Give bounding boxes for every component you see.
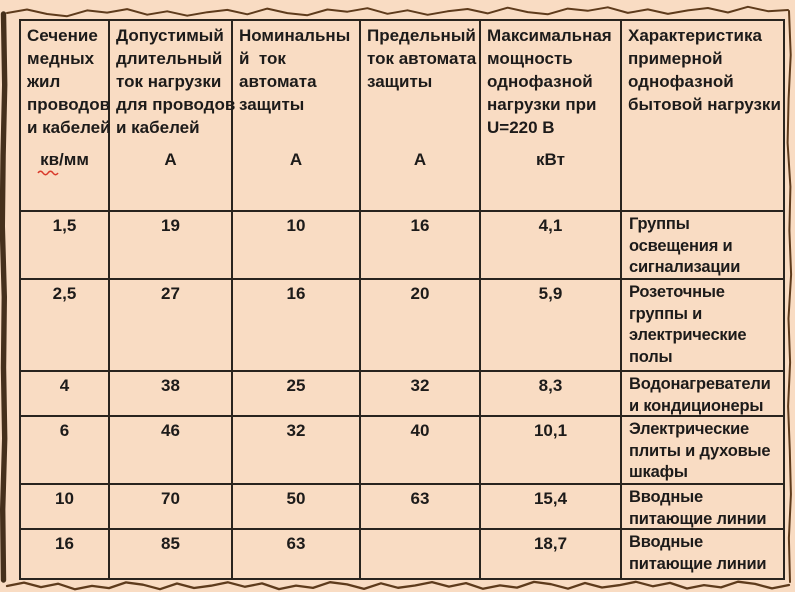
value-cell: 50 [233, 485, 361, 530]
spellcheck-squiggle-icon [37, 170, 59, 176]
header-title-line: й ток [239, 49, 286, 68]
value-cell: 15,4 [481, 485, 622, 530]
header-title-line: проводов [27, 95, 111, 114]
value-cell: 16 [233, 280, 361, 372]
header-title-line: длительный [116, 49, 223, 68]
value-cell: 6 [21, 417, 110, 485]
value-cell: 4 [21, 372, 110, 417]
header-title-line: однофазной [628, 72, 734, 91]
frame-top-line [7, 7, 788, 16]
value-cell: 38 [110, 372, 233, 417]
frame-bottom-line [7, 582, 789, 590]
value-cell: 18,7 [481, 530, 622, 578]
value-cell: 19 [110, 212, 233, 280]
value-cell: 63 [361, 485, 481, 530]
header-title-line: медных [27, 49, 95, 68]
header-title-line: Максимальная [487, 26, 612, 45]
header-cell-col4 [361, 21, 481, 212]
value-cell: 32 [361, 372, 481, 417]
value-cell: 32 [233, 417, 361, 485]
value-cell: 27 [110, 280, 233, 372]
load-description-cell: Вводные питающие линии [629, 533, 767, 573]
value-cell: 85 [110, 530, 233, 578]
value-cell: 10 [233, 212, 361, 280]
value-cell: 4,1 [481, 212, 622, 280]
wiring-capacity-table [19, 19, 785, 580]
load-description-cell: Электрические плиты и духовые шкафы [622, 417, 783, 485]
unit-label: кв/мм [40, 150, 89, 169]
header-title-line: ток нагрузки [116, 72, 222, 91]
header-title-line: однофазной [487, 72, 593, 91]
header-cell-col6 [622, 21, 783, 212]
header-title-line: Характеристика [628, 26, 762, 45]
load-description-cell: Розеточные группы и электрические полы [622, 280, 783, 372]
value-cell: 1,5 [21, 212, 110, 280]
unit-label: А [413, 150, 427, 169]
frame-right-line [788, 11, 792, 582]
header-title-line: автомата [239, 72, 317, 91]
header-title-line: Сечение [27, 26, 98, 45]
header-cell-col5 [481, 21, 622, 212]
value-cell: 5,9 [481, 280, 622, 372]
value-cell: 70 [110, 485, 233, 530]
unit-label: А [289, 150, 303, 169]
value-cell: 10 [21, 485, 110, 530]
header-cell-col2 [110, 21, 236, 212]
value-cell: 16 [361, 212, 481, 280]
value-cell: 63 [233, 530, 361, 578]
value-cell: 46 [110, 417, 233, 485]
header-title-line: Предельный [367, 26, 476, 45]
value-cell: 25 [233, 372, 361, 417]
load-description-cell: Группы освещения и сигнализации [622, 212, 783, 280]
load-description-cell: Вводные питающие линии [622, 485, 783, 530]
header-title-line: Номинальны [239, 26, 351, 45]
header-title-line: защиты [367, 72, 433, 91]
value-cell: 20 [361, 280, 481, 372]
header-cell-col3 [233, 21, 361, 212]
value-cell [361, 530, 481, 578]
header-title-line: и кабелей [116, 118, 200, 137]
unit-label: А [164, 150, 177, 169]
unit-label: кВт [536, 150, 565, 169]
header-title-line: U=220 В [487, 118, 555, 137]
header-title-line: защиты [239, 95, 305, 114]
value-cell: 2,5 [21, 280, 110, 372]
value-cell: 40 [361, 417, 481, 485]
header-title-line: Допустимый [116, 26, 224, 45]
header-title-line: примерной [628, 49, 723, 68]
value-cell: 10,1 [481, 417, 622, 485]
header-title-line: ток автомата [367, 49, 477, 68]
header-title-line: жил [27, 72, 61, 91]
value-cell: 8,3 [481, 372, 622, 417]
header-title-line: и кабелей [27, 118, 111, 137]
frame-left-bar [2, 14, 4, 580]
header-cell-col1 [21, 21, 110, 212]
header-title-line: для проводов [116, 95, 236, 114]
header-title-line: нагрузки при [487, 95, 597, 114]
load-description-cell: Водонагреватели и кондиционеры [622, 372, 783, 417]
value-cell: 16 [21, 530, 110, 578]
header-title-line: бытовой нагрузки [628, 95, 781, 114]
header-title-line: мощность [487, 49, 573, 68]
